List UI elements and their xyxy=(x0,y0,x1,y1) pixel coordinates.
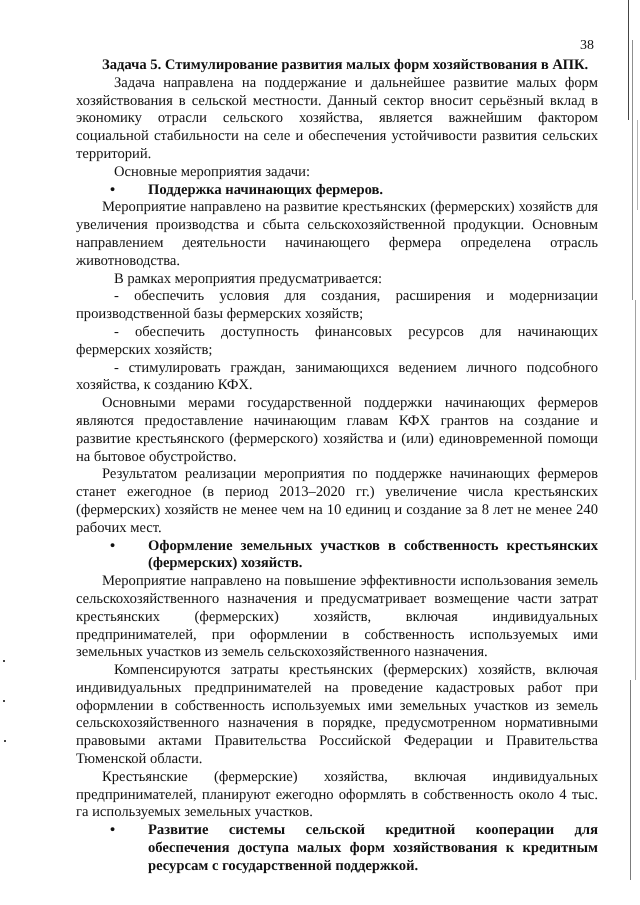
section-heading-text: Поддержка начинающих фермеров. xyxy=(148,181,384,198)
page-body xyxy=(76,57,598,876)
bullet-icon: • xyxy=(110,537,116,554)
paragraph: Мероприятие направлено на развитие крестьянских (фермерских) хозяйств для увеличения производства и сбыта сельскохозяйственной продукции. Основным направлением деятельности начинающего фермера определена отрасль животноводства. xyxy=(76,199,598,269)
intro-paragraph: Основные мероприятия задачи: xyxy=(114,163,311,180)
paragraph: Результатом реализации мероприятия по поддержке начинающих фермеров станет ежегодное (в период 2013–2020 гг.) увеличение числа крестьянских (фермерских) хозяйств не менее чем на 10 единиц и создание за 8 лет не менее 240 рабочих мест. xyxy=(76,466,598,536)
section-heading-text: Оформление земельных участков в собственность крестьянских (фермерских) хозяйств. xyxy=(148,537,598,572)
task-heading: Задача 5. Стимулирование развития малых форм хозяйствования в АПК. xyxy=(102,57,589,73)
section-heading xyxy=(76,538,598,574)
bullet-icon: • xyxy=(110,822,116,839)
paragraph: В рамках мероприятия предусматривается: xyxy=(114,270,383,287)
page-number: 38 xyxy=(580,38,594,53)
paragraph: Компенсируются затраты крестьянских (фермерских) хозяйств, включая индивидуальных предпринимателей на проведение кадастровых работ при оформлении в собственность используемых ими земельных участков из земель сельскохозяйственного назначения в порядке, предусмотренном нормативными правовыми актами Правительства Российской Федерации и Правительства Тюменской области. xyxy=(76,662,598,768)
intro-paragraph: Задача направлена на поддержание и дальнейшее развитие малых форм хозяйствования в сельской местности. Данный сектор вносит серьёзный вклад в экономику отрасли сельского хозяйства, является важнейшим фактором социальной стабильности на селе и обеспечения устойчивости развития сельских территорий. xyxy=(76,74,598,162)
bullet-icon: • xyxy=(110,181,116,198)
list-item: - обеспечить доступность финансовых ресурсов для начинающих фермерских хозяйств; xyxy=(76,323,598,358)
scan-edge-right xyxy=(620,0,640,905)
list-item: - стимулировать граждан, занимающихся ведением личного подсобного хозяйства, к созданию КФХ. xyxy=(76,359,598,394)
paragraph: Мероприятие направлено на повышение эффективности использования земель сельскохозяйственного назначения и предусматривает возмещение части затрат крестьянских (фермерских) хозяйств, включая индивидуальных предпринимателей, при оформлении в собственность используемых ими земельных участков из земель сельскохозяйственного назначения. xyxy=(76,573,598,661)
section-heading xyxy=(76,182,598,200)
paragraph: Крестьянские (фермерские) хозяйства, включая индивидуальных предпринимателей, планируют ежегодно оформлять в собственность около 4 тыс. га используемых земельных участков. xyxy=(76,768,598,821)
scan-edge-left xyxy=(0,0,20,905)
paragraph: Основными мерами государственной поддержки начинающих фермеров являются предоставление начинающим главам КФХ грантов на создание и развитие крестьянского (фермерского) хозяйства и (или) единовременной помощи на бытовое обустройство. xyxy=(76,395,598,465)
list-item: - обеспечить условия для создания, расширения и модернизации производственной базы фермерских хозяйств; xyxy=(76,288,598,323)
section-heading-text: Развитие системы сельской кредитной кооперации для обеспечения доступа малых форм хозяйствования к кредитным ресурсам с государственной поддержкой. xyxy=(148,822,598,874)
section-heading xyxy=(76,822,598,875)
